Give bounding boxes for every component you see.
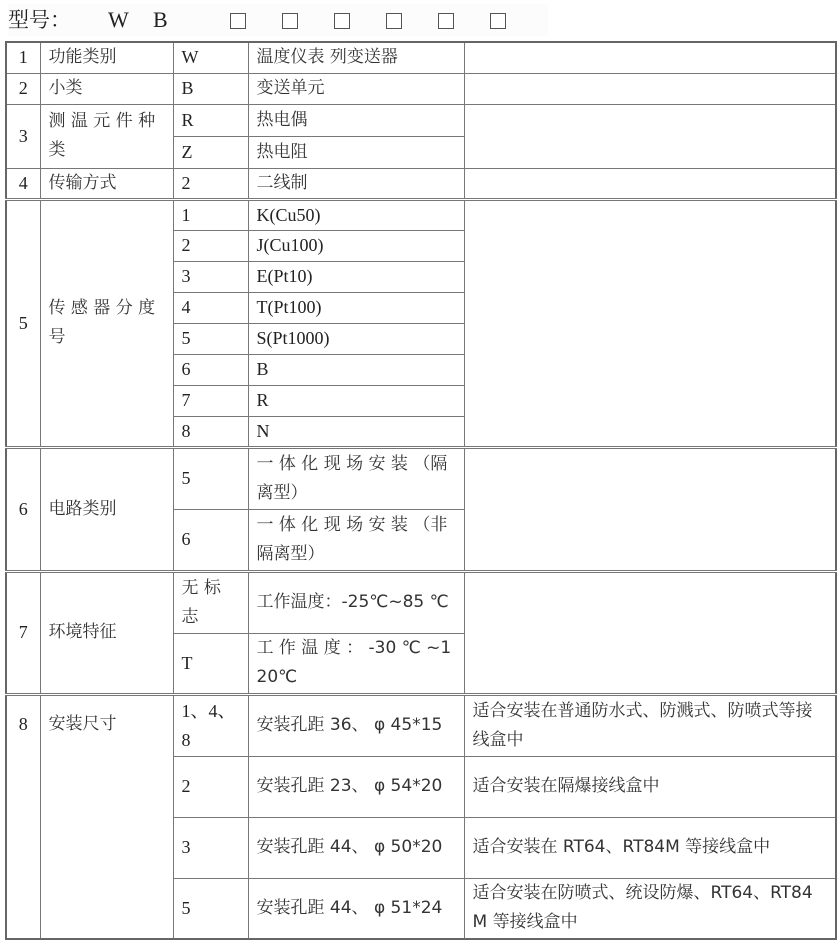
table-row <box>6 168 836 199</box>
option-code: 5 <box>173 447 248 509</box>
model-label: 型号： <box>8 8 71 32</box>
row-number: 4 <box>6 168 40 199</box>
option-desc: B <box>248 354 464 385</box>
table-row <box>6 571 836 633</box>
option-note: 适合安装在 RT64、RT84M 等接线盒中 <box>464 817 836 878</box>
option-code: W <box>173 42 248 73</box>
option-code: R <box>173 104 248 136</box>
row-number: 5 <box>6 199 40 447</box>
option-desc: 安装孔距 36、 φ 45*15 <box>248 694 464 756</box>
option-note <box>464 571 836 694</box>
option-desc: 安装孔距 44、 φ 50*20 <box>248 817 464 878</box>
row-number: 7 <box>6 571 40 694</box>
option-desc: R <box>248 385 464 416</box>
option-note <box>464 168 836 199</box>
option-code: 无 标 志 <box>173 571 248 633</box>
option-desc: 安装孔距 23、 φ 54*20 <box>248 756 464 817</box>
table-row <box>6 447 836 509</box>
row-number: 8 <box>6 694 40 939</box>
option-desc: 工作温度：-25℃~85 ℃ <box>248 571 464 633</box>
option-note: 适合安装在隔爆接线盒中 <box>464 756 836 817</box>
option-note: 适合安装在防喷式、统设防爆、RT64、RT84M 等接线盒中 <box>464 878 836 939</box>
option-code: 6 <box>173 509 248 571</box>
table-row <box>6 694 836 756</box>
option-desc: 安装孔距 44、 φ 51*24 <box>248 878 464 939</box>
option-code: 5 <box>173 878 248 939</box>
model-code-w: W <box>108 7 129 32</box>
option-code: 4 <box>173 292 248 323</box>
row-category: 电路类别 <box>40 447 173 571</box>
option-note: 适合安装在普通防水式、防溅式、防喷式等接线盒中 <box>464 694 836 756</box>
option-desc: T(Pt100) <box>248 292 464 323</box>
option-desc: 热电偶 <box>248 104 464 136</box>
option-code: T <box>173 633 248 694</box>
table-row <box>6 73 836 104</box>
option-code: 1 <box>173 199 248 230</box>
option-code: 2 <box>173 756 248 817</box>
option-desc: 变送单元 <box>248 73 464 104</box>
placeholder-box-5 <box>438 13 454 29</box>
option-code: 3 <box>173 261 248 292</box>
option-desc: E(Pt10) <box>248 261 464 292</box>
option-code: 6 <box>173 354 248 385</box>
option-code: 7 <box>173 385 248 416</box>
placeholder-box-1 <box>230 13 246 29</box>
option-code: 8 <box>173 416 248 447</box>
option-code: 2 <box>173 168 248 199</box>
model-spec-table <box>5 41 837 940</box>
row-category: 小类 <box>40 73 173 104</box>
row-category: 传 感 器 分 度号 <box>40 199 173 447</box>
row-category: 环境特征 <box>40 571 173 694</box>
option-desc: J(Cu100) <box>248 230 464 261</box>
option-desc: N <box>248 416 464 447</box>
option-desc: 温度仪表 列变送器 <box>248 42 464 73</box>
row-number: 3 <box>6 104 40 168</box>
option-desc: S(Pt1000) <box>248 323 464 354</box>
table-row <box>6 42 836 73</box>
option-note <box>464 42 836 73</box>
option-desc: 二线制 <box>248 168 464 199</box>
row-category: 功能类别 <box>40 42 173 73</box>
option-note <box>464 73 836 104</box>
row-category: 测 温 元 件 种类 <box>40 104 173 168</box>
option-note <box>464 104 836 168</box>
option-code: B <box>173 73 248 104</box>
model-code-b: B <box>153 7 168 32</box>
option-desc: 一 体 化 现 场 安 装 （隔离型） <box>248 447 464 509</box>
placeholder-box-6 <box>490 13 506 29</box>
option-code: 3 <box>173 817 248 878</box>
option-note <box>464 447 836 571</box>
option-code: 5 <box>173 323 248 354</box>
row-number: 2 <box>6 73 40 104</box>
row-category: 安装尺寸 <box>40 694 173 939</box>
option-code: Z <box>173 136 248 168</box>
option-code: 2 <box>173 230 248 261</box>
table-row <box>6 199 836 230</box>
placeholder-box-3 <box>334 13 350 29</box>
placeholder-box-2 <box>282 13 298 29</box>
option-desc: K(Cu50) <box>248 199 464 230</box>
placeholder-box-4 <box>386 13 402 29</box>
row-number: 1 <box>6 42 40 73</box>
row-number: 6 <box>6 447 40 571</box>
option-code: 1、4、8 <box>173 694 248 756</box>
row-category: 传输方式 <box>40 168 173 199</box>
option-desc: 热电阻 <box>248 136 464 168</box>
option-note <box>464 199 836 447</box>
table-row <box>6 104 836 136</box>
option-desc: 一 体 化 现 场 安 装 （非隔离型） <box>248 509 464 571</box>
model-header <box>8 4 548 36</box>
option-desc: 工 作 温 度 ： -30 ℃ ~120℃ <box>248 633 464 694</box>
